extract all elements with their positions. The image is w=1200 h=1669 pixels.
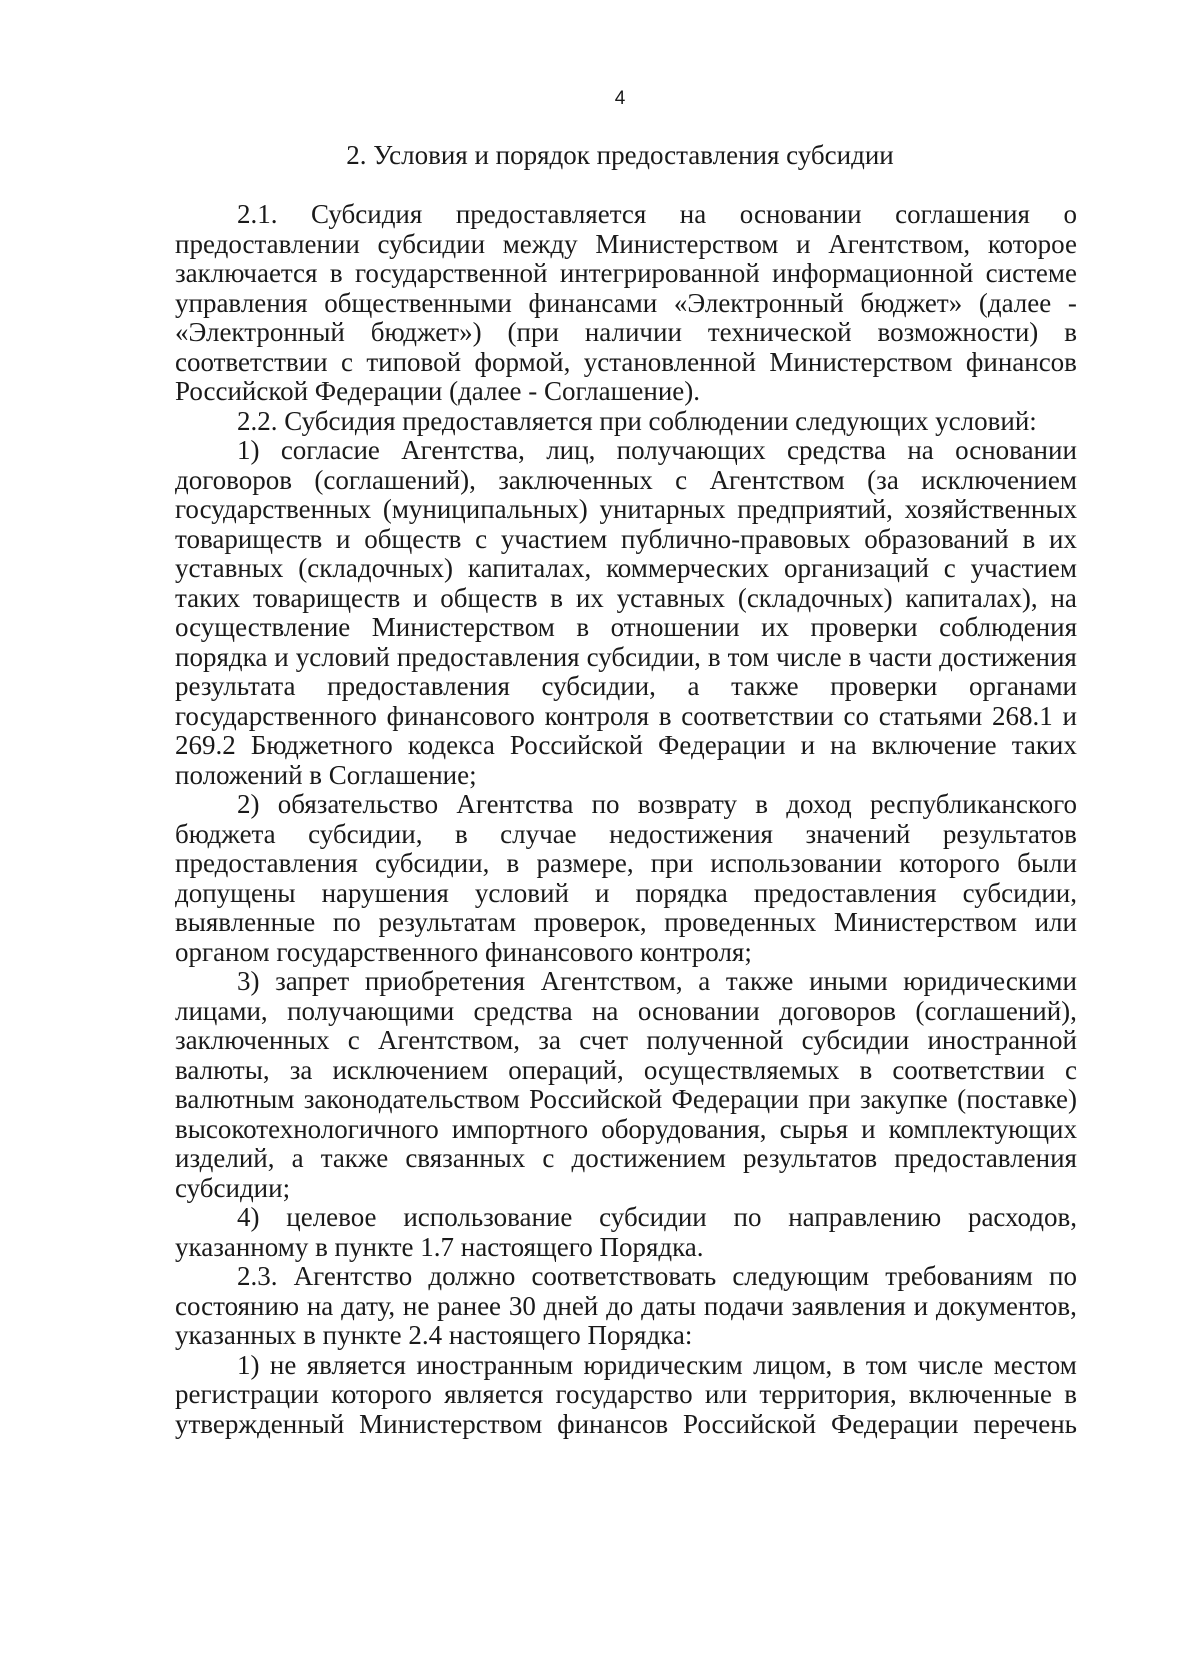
document-body bbox=[175, 200, 1077, 1439]
text-line: выявленные по результатам проверок, проведенных Министерством или bbox=[175, 907, 1077, 937]
text-line: 269.2 Бюджетного кодекса Российской Федерации и на включение таких bbox=[175, 730, 1077, 760]
text-line: 2) обязательство Агентства по возврату в доход республиканского bbox=[237, 789, 1077, 819]
text-line: высокотехнологичного импортного оборудования, сырья и комплектующих bbox=[175, 1113, 1077, 1144]
text-line: допущены нарушения условий и порядка предоставления субсидии, bbox=[175, 877, 1077, 908]
text-line: указанных в пункте 2.4 настоящего Порядка: bbox=[175, 1320, 693, 1350]
text-line: 1) не является иностранным юридическим лицом, в том числе местом bbox=[237, 1349, 1077, 1380]
page-number: 4 bbox=[614, 88, 626, 109]
text-line: осуществление Министерством в отношении их проверки соблюдения bbox=[175, 612, 1077, 642]
text-line: государственных (муниципальных) унитарных предприятий, хозяйственных bbox=[175, 494, 1077, 524]
text-line: таких товариществ и обществ в их уставных (складочных) капиталах), на bbox=[175, 582, 1077, 613]
text-line: соответствии с типовой формой, установленной Министерством финансов bbox=[175, 346, 1077, 377]
text-line: «Электронный бюджет») (при наличии технической возможности) в bbox=[175, 317, 1077, 347]
text-line: состоянию на дату, не ранее 30 дней до даты подачи заявления и документов, bbox=[175, 1290, 1077, 1321]
text-line: утвержденный Министерством финансов Российской Федерации перечень bbox=[175, 1408, 1077, 1439]
text-line: порядка и условий предоставления субсидии, в том числе в части достижения bbox=[175, 641, 1077, 672]
text-line: предоставления субсидии, в размере, при использовании которого были bbox=[175, 848, 1077, 878]
text-line: 4) целевое использование субсидии по направлению расходов, bbox=[237, 1202, 1077, 1232]
section-title: 2. Условия и порядок предоставления субсидии bbox=[346, 140, 894, 170]
text-line: предоставлении субсидии между Министерством и Агентством, которое bbox=[175, 228, 1077, 259]
text-line: 2.1. Субсидия предоставляется на основании соглашения о bbox=[237, 199, 1077, 229]
text-line: Российской Федерации (далее - Соглашение). bbox=[175, 376, 701, 406]
text-line: регистрации которого является государство или территория, включенные в bbox=[175, 1379, 1077, 1409]
text-line: государственного финансового контроля в соответствии со статьями 268.1 и bbox=[175, 700, 1077, 731]
text-line: валюты, за исключением операций, осуществляемых в соответствии с bbox=[175, 1054, 1077, 1085]
text-line: 1) согласие Агентства, лиц, получающих средства на основании bbox=[237, 435, 1077, 465]
text-line: положений в Соглашение; bbox=[175, 759, 477, 790]
text-line: 2.3. Агентство должно соответствовать следующим требованиям по bbox=[237, 1261, 1077, 1291]
text-line: органом государственного финансового контроля; bbox=[175, 936, 752, 967]
text-line: заключается в государственной интегрированной информационной системе bbox=[175, 258, 1077, 288]
text-line: договоров (соглашений), заключенных с Агентством (за исключением bbox=[175, 464, 1077, 495]
text-line: 3) запрет приобретения Агентством, а также иными юридическими bbox=[237, 966, 1077, 996]
text-line: результата предоставления субсидии, а также проверки органами bbox=[175, 671, 1077, 701]
text-line: заключенных с Агентством, за счет полученной субсидии иностранной bbox=[175, 1025, 1077, 1055]
text-line: 2.2. Субсидия предоставляется при соблюдении следующих условий: bbox=[237, 405, 1037, 436]
text-line: лицами, получающими средства на основании договоров (соглашений), bbox=[175, 995, 1077, 1026]
text-line: бюджета субсидии, в случае недостижения значений результатов bbox=[175, 818, 1077, 849]
text-line: изделий, а также связанных с достижением результатов предоставления bbox=[175, 1143, 1077, 1173]
text-line: товариществ и обществ с участием публично-правовых образований в их bbox=[175, 523, 1077, 554]
text-line: уставных (складочных) капиталах, коммерческих организаций с участием bbox=[175, 553, 1077, 583]
text-line: управления общественными финансами «Электронный бюджет» (далее - bbox=[175, 287, 1077, 318]
text-line: указанному в пункте 1.7 настоящего Порядка. bbox=[175, 1231, 704, 1262]
text-line: субсидии; bbox=[175, 1172, 291, 1203]
text-line: валютным законодательством Российской Федерации при закупке (поставке) bbox=[175, 1084, 1077, 1114]
